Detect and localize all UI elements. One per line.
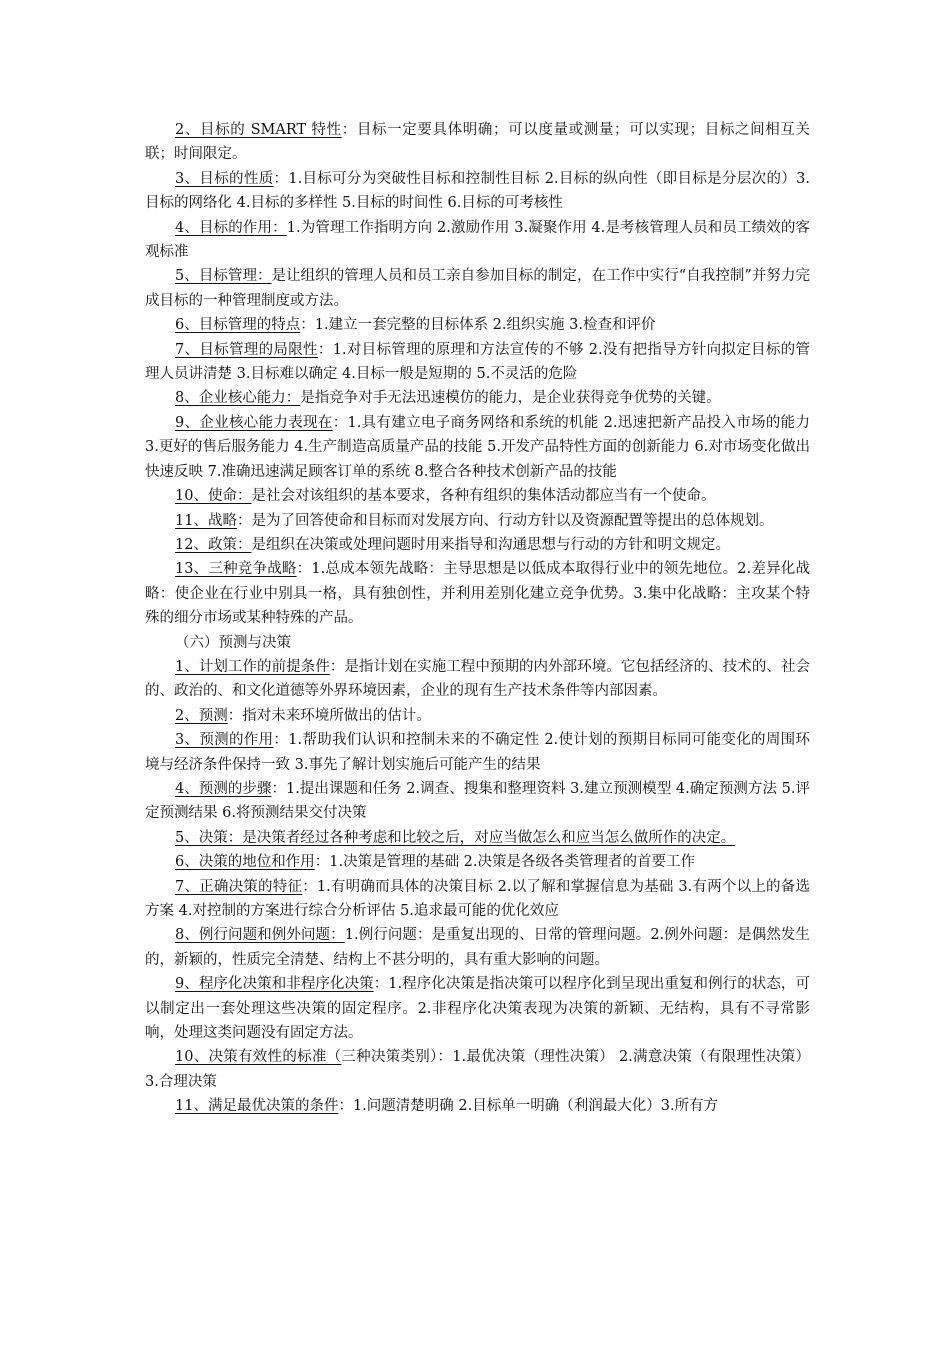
section-heading: （六）预测与决策: [175, 634, 291, 651]
document-page: [145, 118, 810, 1119]
paragraph: [145, 313, 810, 337]
paragraph-body: 是社会对该组织的基本要求，各种有组织的集体活动都应当有一个使命。: [251, 488, 716, 505]
term-programmed-decision: 9、程序化决策和非程序化决策: [175, 976, 374, 993]
paragraph-body: 是让组织的管理人员和员工亲自参加目标的制定，在工作中实行“自我控制”并努力完成目标的一种管理制度或方法。: [145, 268, 810, 309]
paragraph-body: ：1.帮助我们认识和控制未来的不确定性 2.使计划的预期目标同可能变化的周围环境与经济条件保持一致 3.事先了解计划实施后可能产生的结果: [145, 732, 810, 773]
term-mission: 10、使命：: [175, 488, 252, 505]
paragraph: [145, 557, 810, 630]
paragraph: [145, 411, 810, 484]
term-decision-role: 6、决策的地位和作用: [175, 854, 315, 871]
term-competitive-strategies: 13、三种竞争战略: [175, 561, 297, 578]
paragraph-body: ：1.目标可分为突破性目标和控制性目标 2.目标的纵向性（即目标是分层次的）3.目标的网络化 4.目标的多样性 5.目标的时间性 6.目标的可考核性: [145, 170, 810, 212]
paragraph-body: ：指对未来环境所做出的估计。: [227, 707, 431, 724]
term-forecast-steps: 4、预测的步骤: [175, 780, 272, 797]
paragraph: [145, 484, 810, 508]
term-mbo: 5、目标管理：: [175, 268, 272, 285]
paragraph: [145, 533, 810, 557]
paragraph: [145, 216, 810, 265]
paragraph-body: 是组织在决策或处理问题时用来指导和沟通思想与行动的方针和明文规定。: [251, 536, 730, 553]
paragraph: [145, 777, 810, 826]
paragraph: [145, 875, 810, 924]
paragraph-body: ：1.对目标管理的原理和方法宣传的不够 2.没有把指导方针向拟定目标的管理人员讲清楚 3.目标难以确定 4.目标一般是短期的 5.不灵活的危险: [145, 341, 810, 383]
paragraph: [145, 655, 810, 704]
paragraph: [145, 1094, 810, 1118]
paragraph: [145, 118, 810, 167]
term-strategy: 11、战略: [175, 512, 237, 529]
term-goal-role: 4、目标的作用：: [175, 219, 287, 236]
paragraph: [145, 509, 810, 533]
paragraph: [145, 386, 810, 410]
paragraph-body: 1.例行问题：是重复出现的、日常的管理问题。2.例外问题：是偶然发生的，新颖的，性质完全清楚、结构上不甚分明的，具有重大影响的问题。: [145, 927, 810, 968]
paragraph: [145, 826, 810, 850]
paragraph: [145, 1045, 810, 1094]
term-core-competence: 8、企业核心能力：: [175, 390, 301, 407]
paragraph: [145, 728, 810, 777]
paragraph-body: ：1.问题清楚明确 2.目标单一明确（利润最大化）3.所有方: [338, 1098, 719, 1115]
term-mbo-features: 6、目标管理的特点: [175, 317, 301, 334]
term-mbo-limits: 7、目标管理的局限性: [175, 341, 318, 358]
term-decision: 5、决策：是决策者经过各种考虑和比较之后，对应当做怎么和应当怎么做所作的决定。: [175, 829, 736, 846]
term-optimal-decision-conditions: 11、满足最优决策的条件: [175, 1098, 339, 1115]
paragraph: [145, 972, 810, 1045]
paragraph-body: 是指竞争对手无法迅速模仿的能力，是企业获得竞争优势的关键。: [300, 390, 721, 407]
paragraph-body: 1.为管理工作指明方向 2.激励作用 3.凝聚作用 4.是考核管理人员和员工绩效的客观标准: [145, 219, 810, 261]
paragraph: [145, 264, 810, 313]
paragraph: [145, 923, 810, 972]
term-decision-standards: 10、决策有效性的标准（: [175, 1049, 342, 1066]
paragraph-body: ：是指计划在实施工程中预期的内外部环境。它包括经济的、技术的、社会的、政治的、和文化道德等外界环境因素，企业的现有生产技术条件等内部因素。: [145, 658, 810, 700]
paragraph-body: ：是为了回答使命和目标而对发展方向、行动方针以及资源配置等提出的总体规划。: [236, 512, 774, 529]
term-forecast: 2、预测: [175, 707, 228, 724]
paragraph-body: ：目标一定要具体明确；可以度量或测量；可以实现；目标之间相互关联；时间限定。: [145, 122, 811, 163]
paragraph-body: ：1.程序化决策是指决策可以程序化到呈现出重复和例行的状态，可以制定出一套处理这些决策的固定程序。2.非程序化决策表现为决策的新颖、无结构，具有不寻常影响，处理这类问题没有固定方法。: [145, 976, 810, 1042]
paragraph: [145, 704, 810, 728]
term-routine-exception: 8、例行问题和例外问题：: [175, 927, 345, 944]
term-policy: 12、政策：: [175, 536, 252, 553]
paragraph-body: ：1.总成本领先战略：主导思想是以低成本取得行业中的领先地位。2.差异化战略：使企业在行业中别具一格，具有独创性，并利用差别化建立竞争优势。3.集中化战略：主攻某个特殊的细分市场或某种特殊的产品。: [145, 561, 810, 627]
paragraph-body: ：1.决策是管理的基础 2.决策是各级各类管理者的首要工作: [314, 854, 696, 871]
term-core-competence-forms: 9、企业核心能力表现在: [175, 414, 333, 431]
term-smart: 2、目标的 SMART 特性: [175, 122, 342, 138]
paragraph-body: ：1.建立一套完整的目标体系 2.组织实施 3.检查和评价: [300, 317, 656, 334]
paragraph: [145, 850, 810, 874]
paragraph-body: ：1.具有建立电子商务网络和系统的机能 2.迅速把新产品投入市场的能力 3.更好的售后服务能力 4.生产制造高质量产品的技能 5.开发产品特性方面的创新能力 6.对市场变化做出快速反映 7.准确迅速满足顾客订单的系统 8.整合各种技术创新产品的技能: [145, 414, 810, 480]
term-goal-nature: 3、目标的性质: [175, 170, 274, 187]
paragraph-body: 三种决策类别）：1.最优决策（理性决策） 2.满意决策（有限理性决策）3.合理决策: [145, 1049, 811, 1090]
term-correct-decision: 7、正确决策的特征: [175, 878, 303, 895]
paragraph: [145, 338, 810, 387]
paragraph-body: ：1.提出课题和任务 2.调查、搜集和整理资料 3.建立预测模型 4.确定预测方法 5.评定预测结果 6.将预测结果交付决策: [145, 780, 810, 822]
paragraph: [145, 167, 810, 216]
paragraph-body: ：1.有明确而具体的决策目标 2.以了解和掌握信息为基础 3.有两个以上的备选方案 4.对控制的方案进行综合分析评估 5.追求最可能的优化效应: [145, 878, 810, 919]
term-planning-premises: 1、计划工作的前提条件: [175, 658, 330, 675]
term-forecast-role: 3、预测的作用: [175, 732, 274, 749]
